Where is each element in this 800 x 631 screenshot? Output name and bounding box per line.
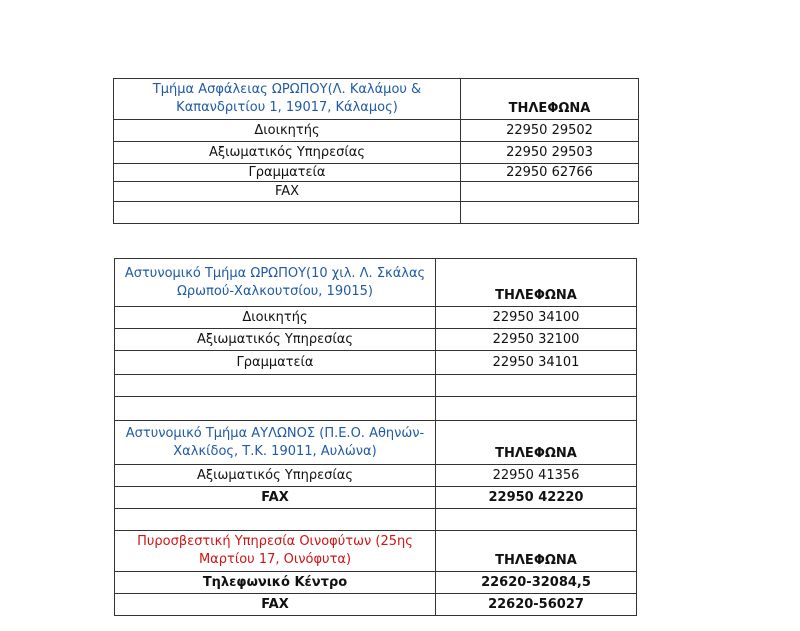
table-row: [114, 120, 639, 142]
section-title: [115, 421, 436, 465]
row-phone: 22950 62766: [461, 164, 639, 182]
row-label: Αξιωματικός Υπηρεσίας: [114, 142, 461, 164]
table-row: [115, 307, 637, 329]
section-title-name: Αστυνομικό Τμήμα ΑΥΛΩΝΟΣ: [125, 425, 316, 441]
row-label: FAX: [114, 182, 461, 202]
row-label: Διοικητής: [115, 307, 436, 329]
table-row: [114, 164, 639, 182]
row-phone: 22950 41356: [436, 465, 637, 487]
row-phone: 22950 29502: [461, 120, 639, 142]
row-phone: [461, 182, 639, 202]
table-header-row: [114, 79, 639, 120]
stations-table: [114, 258, 637, 616]
section-title-address: (Λ. Καλάμου & Καπανδριτίου 1, 19017, Κάλαμος): [176, 82, 422, 115]
row-phone: 22950 32100: [436, 329, 637, 351]
oropos-security-table: [113, 78, 639, 224]
table-row: [114, 142, 639, 164]
section-title-name: Αστυνομικό Τμήμα ΩΡΩΠΟΥ: [124, 265, 307, 281]
empty-row: [115, 397, 637, 421]
section-title: [115, 259, 436, 307]
empty-row: [114, 202, 639, 224]
section-title-name: Πυροσβεστική Υπηρεσία Οινοφύτων: [137, 534, 372, 549]
section-title-address: (10 χιλ. Λ. Σκάλας Ωρωπού-Χαλκουτσίου, 19015): [176, 265, 426, 299]
phone-column-header: ΤΗΛΕΦΩΝΑ: [461, 79, 639, 120]
row-phone: 22950 34100: [436, 307, 637, 329]
phone-column-header: ΤΗΛΕΦΩΝΑ: [436, 259, 637, 307]
row-phone: 22950 29503: [461, 142, 639, 164]
row-label: FAX: [115, 487, 436, 509]
row-label: Αξιωματικός Υπηρεσίας: [115, 465, 436, 487]
section-title-name: Τμήμα Ασφάλειας ΩΡΩΠΟΥ: [152, 82, 328, 97]
row-label: Αξιωματικός Υπηρεσίας: [115, 329, 436, 351]
table-row: [115, 351, 637, 375]
empty-row: [115, 375, 637, 397]
section-title: [114, 79, 461, 120]
table-row: [114, 182, 639, 202]
row-phone: 22620-56027: [436, 594, 637, 616]
phone-column-header: ΤΗΛΕΦΩΝΑ: [436, 421, 637, 465]
row-label: Διοικητής: [114, 120, 461, 142]
table-header-row: [115, 531, 637, 572]
phone-column-header: ΤΗΛΕΦΩΝΑ: [436, 531, 637, 572]
row-phone: 22950 34101: [436, 351, 637, 375]
section-title: [115, 531, 436, 572]
section-title-address: (25ης Μαρτίου 17, Οινόφυτα): [198, 534, 413, 567]
table-row: [115, 487, 637, 509]
row-label: FAX: [115, 594, 436, 616]
row-label: Γραμματεία: [114, 164, 461, 182]
section-title-address: (Π.Ε.Ο. Αθηνών-Χαλκίδος, Τ.Κ. 19011, Αυλώνα): [173, 425, 425, 459]
table-header-row: [115, 421, 637, 465]
table-header-row: [115, 259, 637, 307]
row-phone: 22950 42220: [436, 487, 637, 509]
row-label: Τηλεφωνικό Κέντρο: [115, 572, 436, 594]
empty-row: [115, 509, 637, 531]
row-label: Γραμματεία: [115, 351, 436, 375]
table-row: [115, 465, 637, 487]
row-phone: 22620-32084,5: [436, 572, 637, 594]
table-row: [115, 594, 637, 616]
table-row: [115, 572, 637, 594]
table-row: [115, 329, 637, 351]
